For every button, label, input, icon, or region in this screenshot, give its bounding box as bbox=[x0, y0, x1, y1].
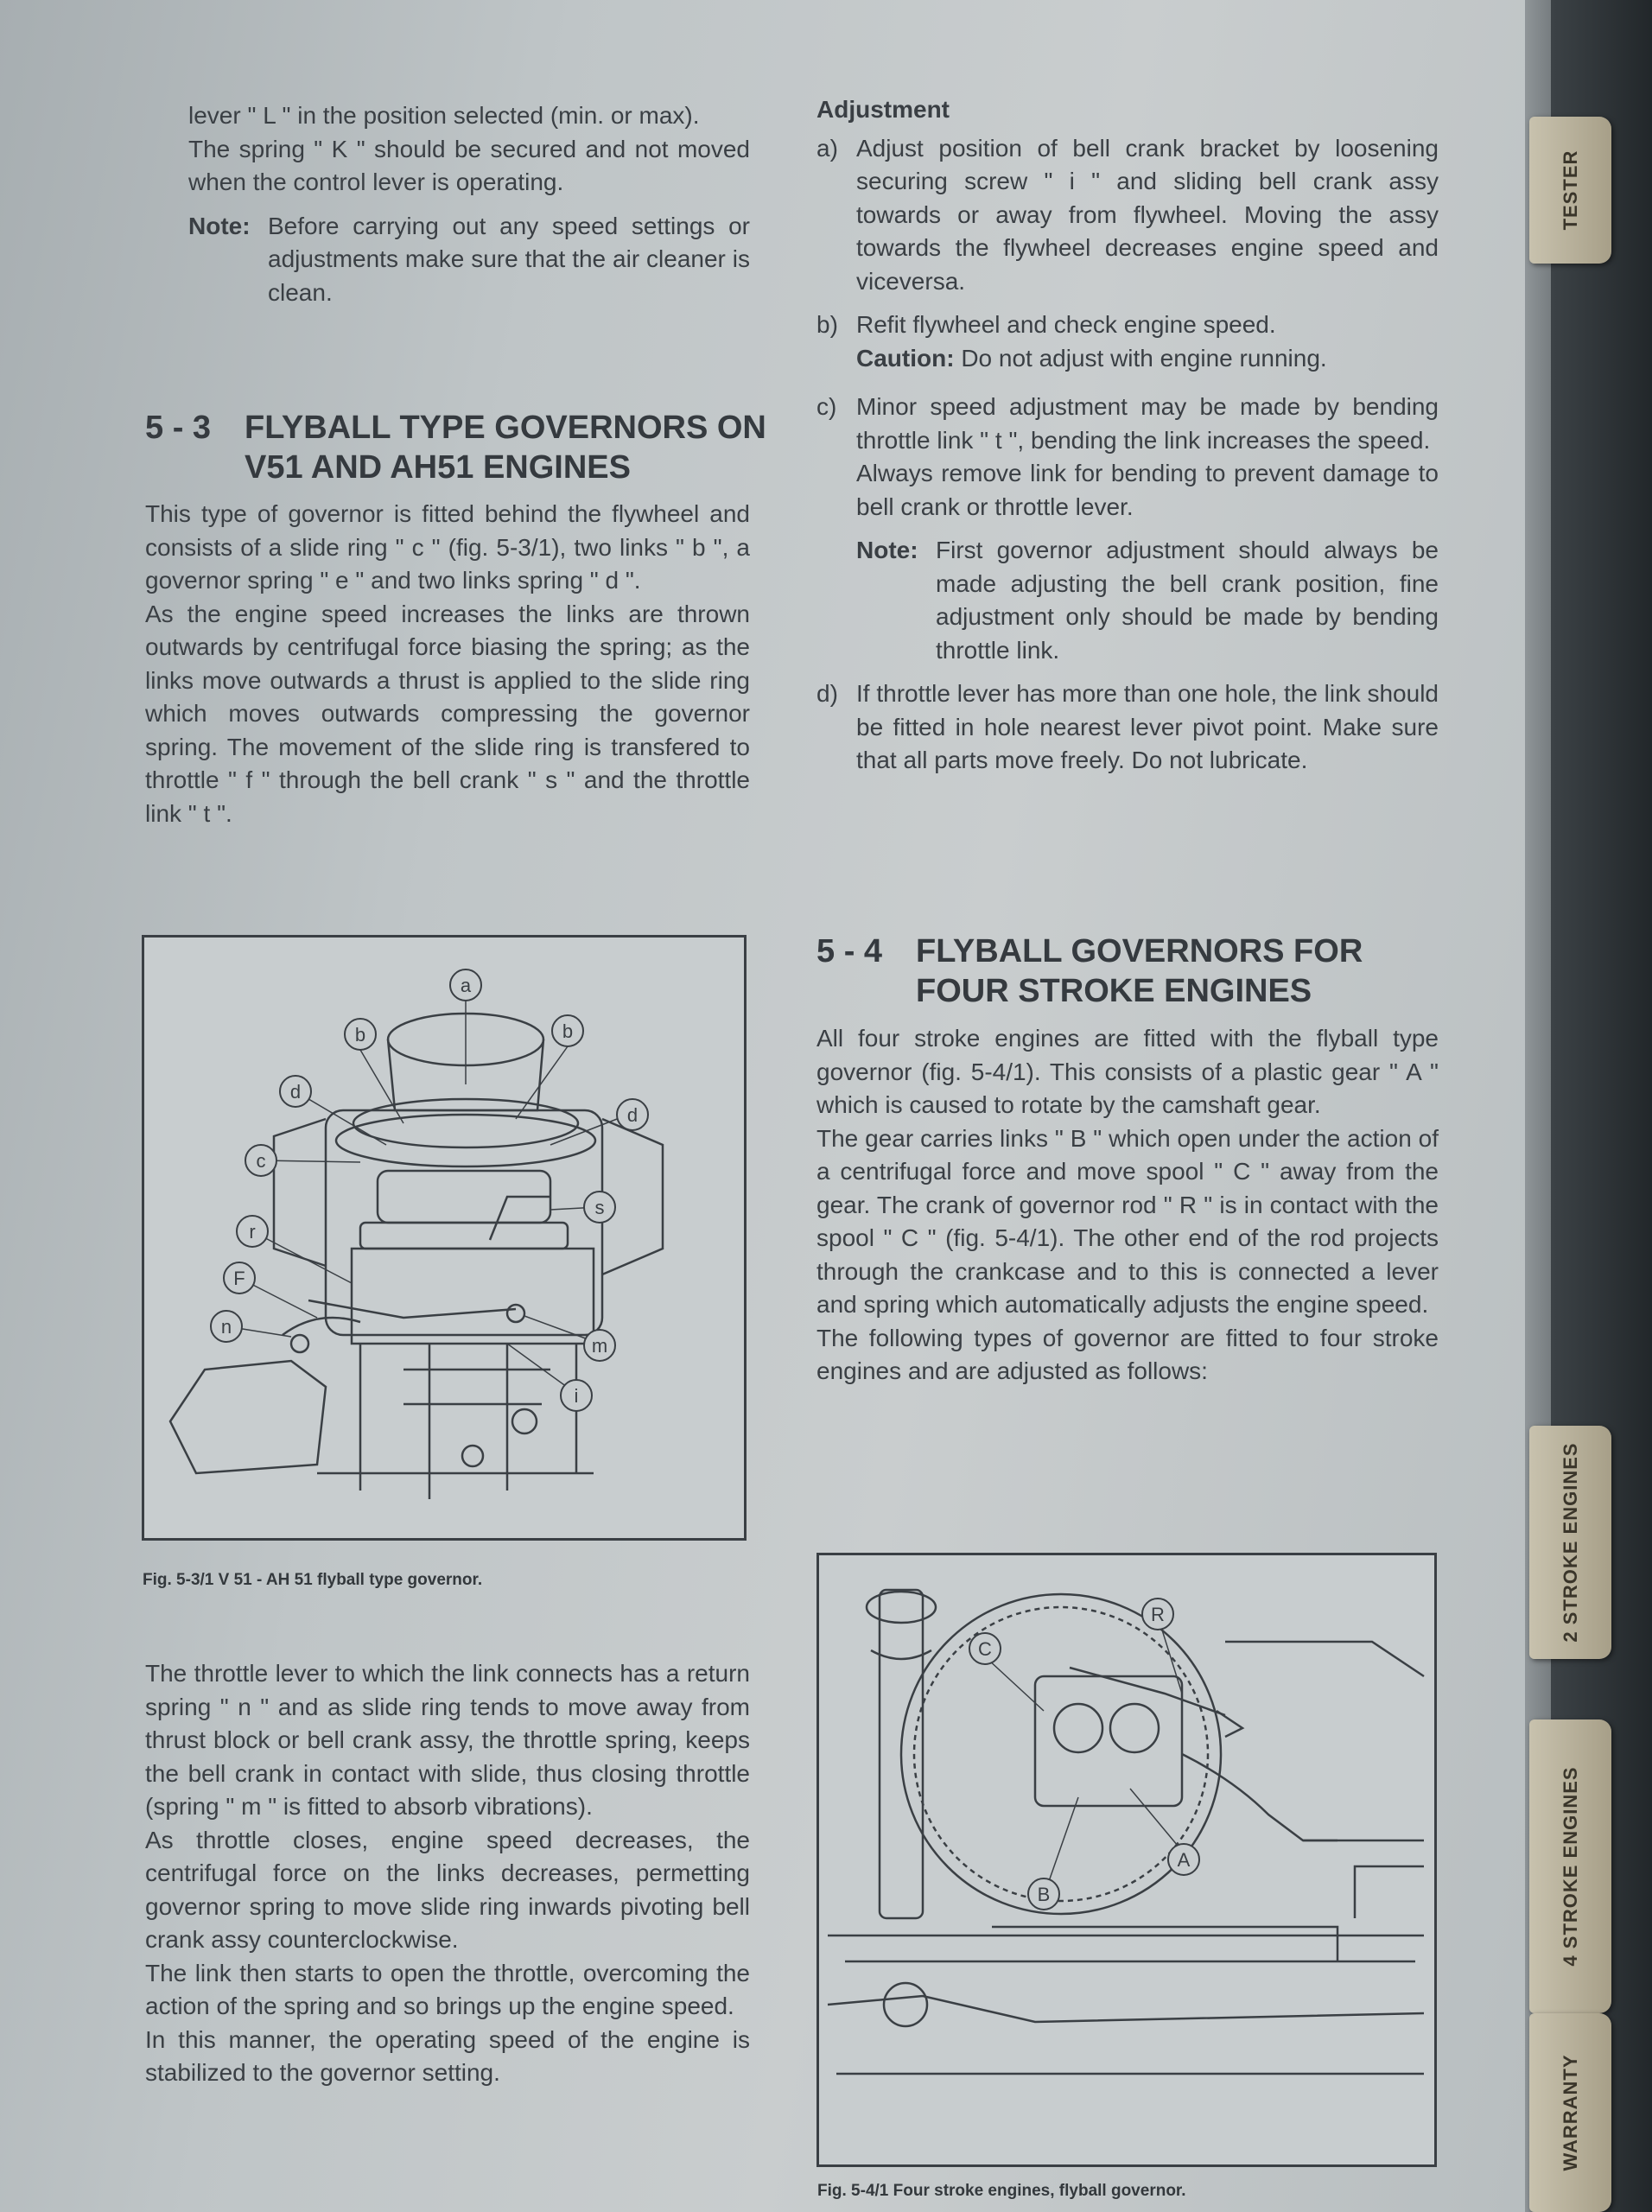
callout-label bbox=[280, 1076, 311, 1107]
tab-tester[interactable] bbox=[1529, 117, 1611, 264]
paragraph: In this manner, the operating speed of the engine is stabilized to the governor setting. bbox=[145, 2025, 750, 2086]
adjustment-item-c bbox=[816, 391, 1439, 524]
list-text: Refit flywheel and check engine speed. bbox=[856, 311, 1276, 338]
callout-label bbox=[552, 1015, 583, 1046]
adjustment-heading: Adjustment bbox=[816, 96, 950, 123]
throttle-description bbox=[145, 1657, 750, 2090]
paragraph: The link then starts to open the throttle, overcoming the action of the spring and so brings up the engine speed. bbox=[145, 1959, 750, 2019]
callout-text: i bbox=[574, 1385, 579, 1407]
governor-illustration bbox=[144, 938, 744, 1538]
adjustment-section bbox=[816, 93, 1439, 778]
caution-text: Do not adjust with engine running. bbox=[961, 344, 1327, 372]
callout-text: C bbox=[978, 1638, 992, 1660]
note-label: Note: bbox=[188, 212, 251, 239]
paragraph: As throttle closes, engine speed decreases, the centrifugal force on the links decreases, permetting governor spring to move slide ring inwards pivoting bell crank assy counterclockwise. bbox=[145, 1826, 750, 1953]
callout-text: b bbox=[354, 1024, 366, 1046]
section-title-line-1: FLYBALL GOVERNORS FOR bbox=[916, 933, 1363, 969]
callout-label bbox=[969, 1633, 1001, 1664]
tab-label: WARRANTY bbox=[1559, 2054, 1581, 2171]
note-text: Before carrying out any speed settings or adjustments make sure that the air cleaner is clean. bbox=[268, 212, 750, 306]
callout-label bbox=[584, 1192, 615, 1223]
callout-label bbox=[1168, 1844, 1199, 1875]
tab-label: 2 STROKE ENGINES bbox=[1559, 1442, 1581, 1643]
callout-label bbox=[237, 1216, 268, 1247]
callout-text: A bbox=[1177, 1849, 1191, 1871]
callout-label bbox=[211, 1311, 242, 1342]
callout-label bbox=[245, 1145, 276, 1176]
tab-2-stroke-engines[interactable] bbox=[1529, 1426, 1611, 1659]
callout-label bbox=[450, 969, 481, 1001]
callout-text: b bbox=[562, 1020, 574, 1042]
list-marker: c) bbox=[816, 393, 837, 420]
figure-5-4-1-caption: Fig. 5-4/1 Four stroke engines, flyball governor. bbox=[817, 2182, 1186, 2200]
tab-label: TESTER bbox=[1559, 149, 1581, 231]
callout-label bbox=[1028, 1878, 1059, 1910]
section-title-line-2: V51 AND AH51 ENGINES bbox=[245, 449, 631, 486]
figure-5-4-1 bbox=[816, 1553, 1437, 2167]
section-title-line-1: FLYBALL TYPE GOVERNORS ON bbox=[245, 410, 766, 446]
callout-text: n bbox=[220, 1316, 232, 1338]
callout-text: B bbox=[1037, 1884, 1051, 1905]
callout-label bbox=[1142, 1599, 1173, 1630]
section-number: 5 - 4 bbox=[816, 933, 883, 969]
list-text: Minor speed adjustment may be made by bending throttle link " t ", bending the link increases the speed. bbox=[856, 393, 1439, 454]
caution-label: Caution: bbox=[856, 344, 955, 372]
list-marker: d) bbox=[816, 680, 838, 707]
section-5-3-body bbox=[145, 498, 750, 830]
callout-text: F bbox=[233, 1268, 245, 1289]
section-number: 5 - 3 bbox=[145, 410, 212, 446]
callout-text: R bbox=[1151, 1604, 1165, 1625]
adjustment-item-d bbox=[816, 677, 1439, 778]
callout-text: a bbox=[460, 975, 472, 996]
adjustment-item-a bbox=[816, 132, 1439, 299]
section-5-3-heading bbox=[145, 408, 767, 487]
list-text: Always remove link for bending to prevent damage to bell crank or throttle lever. bbox=[856, 460, 1439, 520]
adjustment-item-b bbox=[816, 308, 1439, 375]
paragraph: All four stroke engines are fitted with the flyball type governor (fig. 5-4/1). This consists of a plastic gear " A " which is caused to rotate by the camshaft gear. bbox=[816, 1025, 1439, 1118]
callout-label bbox=[224, 1262, 255, 1294]
paragraph: As the engine speed increases the links are thrown outwards by centrifugal force biasing the spring; as the links move outwards a thrust is applied to the slide ring which moves outwards compressing the governor spring. The movement of the slide ring is transfered to throttle " f " through the bell crank " s " and the throttle link " t ". bbox=[145, 600, 750, 827]
list-marker: b) bbox=[816, 311, 838, 338]
tab-4-stroke-engines[interactable] bbox=[1529, 1719, 1611, 2013]
tab-label: 4 STROKE ENGINES bbox=[1559, 1766, 1581, 1967]
tab-warranty[interactable] bbox=[1529, 2013, 1611, 2212]
bell-crank-note bbox=[816, 534, 1439, 667]
figure-5-3-1 bbox=[142, 935, 747, 1541]
section-5-4-heading bbox=[816, 931, 1439, 1011]
callout-label bbox=[345, 1019, 376, 1050]
list-text: Adjust position of bell crank bracket by loosening securing screw " i " and sliding bell crank assy towards or away from flywheel. Moving the assy towards the flywheel decreases engine speed and viceversa. bbox=[856, 134, 1439, 295]
paragraph: This type of governor is fitted behind the flywheel and consists of a slide ring " c " (fig. 5-3/1), two links " b ", a governor spring " e " and two links spring " d ". bbox=[145, 500, 750, 594]
note-text: First governor adjustment should always be made adjusting the bell crank position, fine adjustment only should be made by bending throttle link. bbox=[936, 537, 1439, 664]
note-label: Note: bbox=[856, 537, 918, 563]
callout-label bbox=[584, 1330, 615, 1361]
intro-paragraph-1: lever " L " in the position selected (min. or max). bbox=[188, 102, 700, 129]
figure-5-3-1-caption: Fig. 5-3/1 V 51 - AH 51 flyball type governor. bbox=[143, 1571, 483, 1589]
intro-paragraph-2: The spring " K " should be secured and not moved when the control lever is operating. bbox=[188, 135, 750, 195]
callout-text: m bbox=[591, 1335, 608, 1357]
paragraph: The throttle lever to which the link connects has a return spring " n " and as slide ring tends to move away from thrust block or bell crank assy, the throttle spring, keeps the bell crank in contact with slide, thus closing throttle (spring " m " is fitted to absorb vibrations). bbox=[145, 1660, 750, 1820]
section-5-4-body bbox=[816, 1022, 1439, 1389]
four-stroke-governor-illustration bbox=[819, 1555, 1434, 2164]
callout-text: s bbox=[594, 1197, 605, 1218]
section-title-line-2: FOUR STROKE ENGINES bbox=[916, 973, 1312, 1009]
callout-label bbox=[617, 1099, 648, 1130]
callout-text: d bbox=[626, 1104, 639, 1126]
list-text: If throttle lever has more than one hole, the link should be fitted in hole nearest lever pivot point. Make sure that all parts move freely. Do not lubricate. bbox=[856, 680, 1439, 773]
paragraph: The following types of governor are fitted to four stroke engines and are adjusted as follows: bbox=[816, 1324, 1439, 1384]
paragraph: The gear carries links " B " which open under the action of a centrifugal force and move spool " C " away from the gear. The crank of governor rod " R " is in contact with the spool " C " (fig. 5-4/1). The other end of the rod projects through the crankcase and to this is connected a lever and spring which automatically adjusts the engine speed. bbox=[816, 1124, 1439, 1318]
callout-text: d bbox=[289, 1081, 302, 1103]
callout-text: c bbox=[256, 1150, 266, 1172]
callout-label bbox=[561, 1380, 592, 1411]
air-cleaner-note bbox=[145, 210, 750, 310]
callout-text: r bbox=[249, 1221, 256, 1243]
intro-text bbox=[145, 99, 750, 309]
list-marker: a) bbox=[816, 134, 838, 162]
